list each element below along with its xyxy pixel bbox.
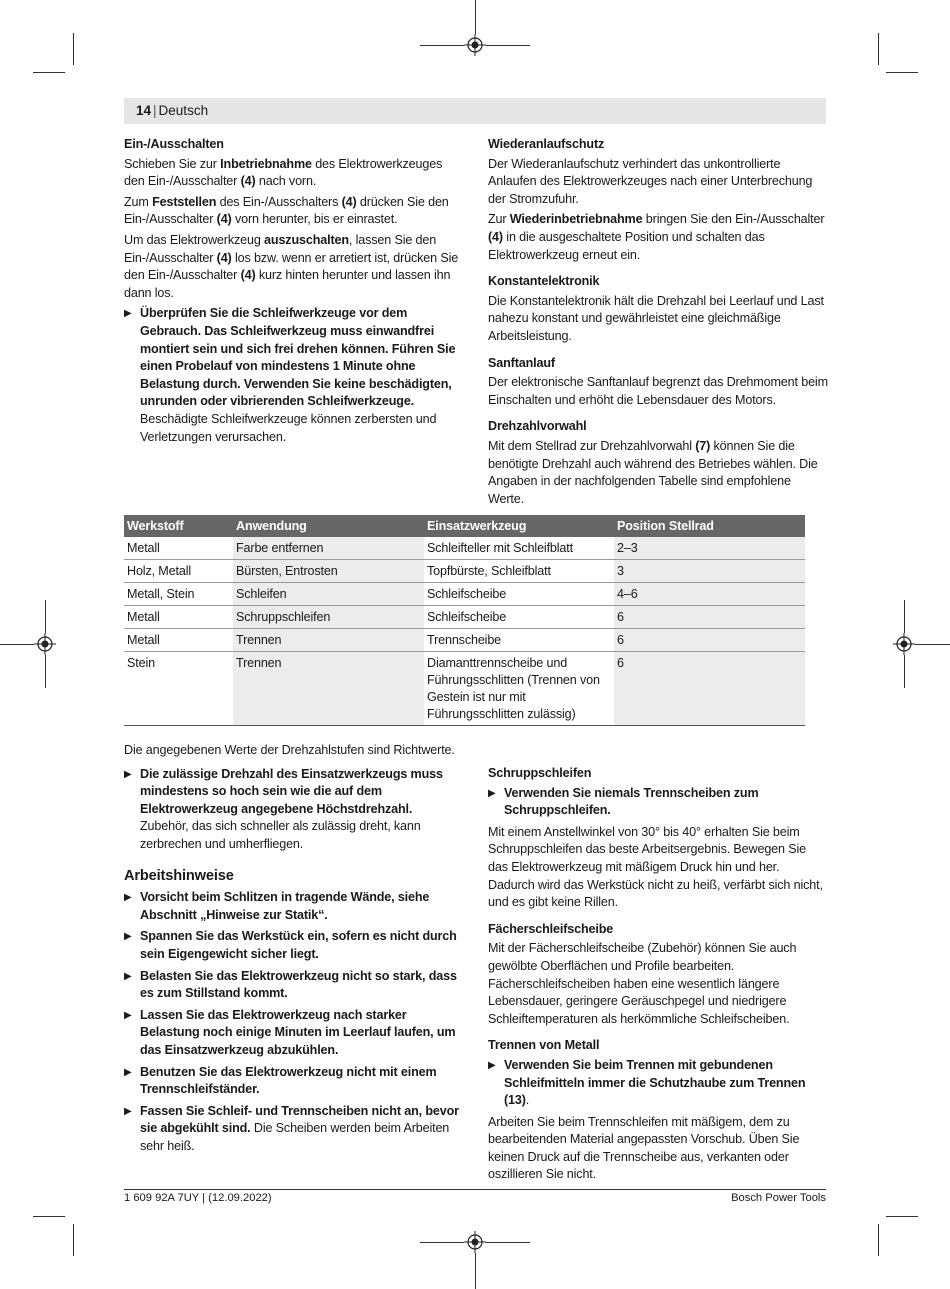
table-cell: Diamanttrennscheibe und Führungsschlitten (Trennen von Gestein ist nur mit Führungsschlitten zulässig) (424, 652, 614, 726)
table-cell: 3 (614, 560, 805, 583)
warning-text (504, 1058, 805, 1107)
table-cell: Schleifteller mit Schleifblatt (424, 537, 614, 560)
column-header: Position Stellrad (614, 515, 805, 537)
text-run: in die ausgeschaltete Position und schalten das Elektrowerkzeug erneut ein. (488, 229, 765, 262)
crop-mark (475, 0, 476, 34)
bullet-arrow-icon: ▶ (488, 787, 496, 799)
table-header-row (124, 515, 805, 537)
text-run: drücken Sie den Ein-/Ausschalter (124, 194, 449, 227)
table-cell: 4–6 (614, 583, 805, 606)
list-item-text (140, 1065, 437, 1097)
bold-text: Überprüfen Sie die Schleifwerkzeuge vor dem Gebrauch. Das Schleifwerkzeug muss einwandfrei montiert sein und sich frei drehen können. Führen Sie einen Probelauf von mindestens 1 Minute ohne Belastung durch. Verwenden Sie keine beschädigten, unrunden oder vibrierenden Schleifwerkzeuge. (140, 306, 456, 409)
bold-text: (4) (216, 212, 232, 227)
paragraph (488, 156, 828, 209)
table-cell: 6 (614, 629, 805, 652)
list-item (124, 968, 464, 1003)
paragraph (124, 194, 464, 229)
text-run: vorn herunter, bis er einrastet. (231, 212, 398, 227)
footer-divider (124, 1189, 826, 1190)
work-instructions-list (124, 889, 464, 1155)
paragraph (488, 211, 828, 264)
column-header: Werkstoff (124, 515, 233, 537)
registration-mark-icon (34, 633, 56, 655)
text-run: . (525, 1093, 530, 1108)
heading-constant-electronics: Konstantelektronik (488, 274, 600, 289)
crop-mark (878, 1224, 879, 1256)
warning-item (124, 766, 464, 854)
table-cell: Farbe entfernen (233, 537, 424, 560)
crop-mark (886, 1216, 918, 1217)
heading-soft-start: Sanftanlauf (488, 355, 555, 370)
bold-text: Feststellen (152, 194, 217, 209)
heading-rough-grinding: Schruppschleifen (488, 766, 592, 780)
paragraph (124, 742, 464, 760)
column-header: Anwendung (233, 515, 424, 537)
text-run: des Elektrowerkzeuges den Ein-/Ausschalter (124, 156, 443, 189)
page-number: 14 (136, 103, 152, 118)
text-run: kurz hinten herunter und lassen ihn dann los. (124, 268, 451, 300)
text-run: Die Konstantelektronik hält die Drehzahl bei Leerlauf und Last nahezu konstant und gewährleistet eine gleichmäßige Arbeitsleistung. (488, 293, 824, 343)
bold-text: Wiederinbetriebnahme (509, 212, 643, 227)
warning-item (488, 1057, 828, 1110)
crop-mark (486, 1242, 530, 1243)
right-column-bottom (488, 765, 828, 1187)
bold-text: Vorsicht beim Schlitzen in tragende Wände, siehe Abschnitt „Hinweise zur Statik“. (140, 890, 430, 922)
paragraph (488, 940, 828, 1028)
paragraph (124, 232, 464, 302)
bold-text: Benutzen Sie das Elektrowerkzeug nicht mit einem Trennschleifständer. (140, 1064, 437, 1097)
footer-brand: Bosch Power Tools (731, 1192, 826, 1204)
list-item-text (140, 1008, 455, 1057)
registration-mark-icon (464, 1231, 486, 1253)
table-cell: 6 (614, 606, 805, 629)
crop-mark (45, 600, 46, 633)
heading-work-instructions: Arbeitshinweise (124, 867, 234, 884)
crop-mark (33, 72, 65, 73)
list-item (124, 1007, 464, 1060)
table-cell: Holz, Metall (124, 560, 233, 583)
bold-text: Lassen Sie das Elektrowerkzeug nach starker Belastung noch einige Minuten im Leerlauf laufen, um das Einsatzwerkzeug abzukühlen. (140, 1007, 456, 1057)
crop-mark (420, 45, 464, 46)
table-cell: Metall (124, 537, 233, 560)
warning-item (488, 785, 828, 820)
crop-mark (915, 644, 950, 645)
bold-text: Inbetriebnahme (220, 156, 312, 171)
list-item-text (140, 929, 457, 961)
warning-text (504, 786, 759, 818)
list-item (124, 1064, 464, 1099)
table-row (124, 629, 805, 652)
list-item-text (140, 890, 429, 922)
header-separator: | (153, 103, 157, 118)
text-run: Beschädigte Schleifwerkzeuge können zerbersten und Verletzungen verursachen. (140, 411, 437, 444)
heading-cutting-metal: Trennen von Metall (488, 1038, 600, 1053)
table-row (124, 560, 805, 583)
table-row (124, 652, 805, 726)
bullet-arrow-icon: ▶ (488, 1059, 496, 1071)
table-cell: Trennen (233, 629, 424, 652)
registration-mark-icon (893, 633, 915, 655)
bold-text: (4) (240, 174, 256, 189)
text-run: Arbeiten Sie beim Trennschleifen mit mäßigem, dem zu bearbeitenden Material angepassten Vorschub. Üben Sie keinen Druck auf die Trennscheibe aus, verkanten oder oszillieren Sie nicht. (488, 1114, 800, 1182)
bold-text: Fassen Sie Schleif- und Trennscheiben nicht an, bevor sie abgekühlt sind. (140, 1103, 459, 1136)
bold-text: (4) (216, 250, 232, 265)
left-column-top (124, 136, 464, 450)
crop-mark (420, 1242, 464, 1243)
bold-text: Die zulässige Drehzahl des Einsatzwerkzeugs muss mindestens so hoch sein wie die auf dem Elektrowerkzeug angegebene Höchstdrehzahl. (140, 766, 443, 816)
page-header (124, 98, 826, 124)
text-run: Der Wiederanlaufschutz verhindert das unkontrollierte Anlaufen des Elektrowerkzeuges nach einer Unterbrechung der Stromzufuhr. (488, 156, 813, 206)
crop-mark (878, 33, 879, 65)
table-cell: 6 (614, 652, 805, 726)
crop-mark (33, 1216, 65, 1217)
right-column-top (488, 136, 828, 511)
bold-text: Verwenden Sie niemals Trennscheiben zum Schruppschleifen. (504, 785, 759, 818)
list-item-text (140, 969, 457, 1001)
text-run: Zur (488, 212, 510, 227)
crop-mark (486, 45, 530, 46)
bold-text: Spannen Sie das Werkstück ein, sofern es nicht durch sein Eigengewicht sicher liegt. (140, 929, 457, 961)
bold-text: (4) (240, 268, 256, 283)
paragraph (488, 293, 828, 346)
bullet-arrow-icon: ▶ (124, 1009, 132, 1021)
table-cell: 2–3 (614, 537, 805, 560)
table-row (124, 606, 805, 629)
list-item (124, 889, 464, 924)
text-run: Der elektronische Sanftanlauf begrenzt das Drehmoment beim Einschalten und erhöht die Lebensdauer des Motors. (488, 375, 828, 407)
list-item-text (140, 1104, 459, 1153)
text-run: Um das Elektrowerkzeug (124, 232, 265, 247)
warning-item (124, 305, 464, 446)
bold-text: (4) (341, 194, 357, 209)
text-run: des Ein-/Ausschalters (216, 194, 342, 209)
text-run: Mit dem Stellrad zur Drehzahlvorwahl (488, 438, 696, 453)
crop-mark (0, 644, 34, 645)
footer-document-id: 1 609 92A 7UY | (12.09.2022) (124, 1192, 272, 1204)
text-run: Die Scheiben werden beim Arbeiten sehr heiß. (140, 1121, 450, 1153)
text-run: Zum (124, 194, 153, 209)
list-item (124, 1103, 464, 1156)
bullet-arrow-icon: ▶ (124, 308, 132, 320)
table-cell: Metall (124, 629, 233, 652)
paragraph (488, 438, 828, 508)
paragraph (488, 374, 828, 409)
bold-text: Belasten Sie das Elektrowerkzeug nicht so stark, dass es zum Stillstand kommt. (140, 968, 457, 1001)
bullet-arrow-icon: ▶ (124, 768, 132, 780)
speed-table (124, 515, 805, 726)
bullet-arrow-icon: ▶ (124, 1066, 132, 1078)
left-column-bottom (124, 742, 464, 1159)
heading-flap-disc: Fächerschleifscheibe (488, 921, 614, 936)
bold-text: (7) (695, 438, 711, 453)
table-cell: Metall, Stein (124, 583, 233, 606)
bullet-arrow-icon: ▶ (124, 1105, 132, 1117)
column-header: Einsatzwerkzeug (424, 515, 614, 537)
text-run: Mit einem Anstellwinkel von 30° bis 40° erhalten Sie beim Schruppschleifen das beste Arbeitsergebnis. Bewegen Sie das Elektrowerkzeug mit mäßigem Druck hin und her. Dadurch wird das Werkstück nicht zu heiß, verfärbt sich nicht, und es gibt keine Rillen. (488, 824, 823, 910)
bullet-arrow-icon: ▶ (124, 892, 132, 904)
table-cell: Trennscheibe (424, 629, 614, 652)
table-cell: Schleifscheibe (424, 606, 614, 629)
crop-mark (45, 655, 46, 688)
text-run: Zubehör, das sich schneller als zulässig dreht, kann zerbrechen und umherfliegen. (140, 819, 421, 851)
text-run: , lassen Sie den Ein-/Ausschalter (124, 232, 437, 265)
table-cell: Schruppschleifen (233, 606, 424, 629)
table-cell: Stein (124, 652, 233, 726)
crop-mark (73, 33, 74, 65)
heading-on-off: Ein-/Ausschalten (124, 137, 224, 151)
text-run: Die angegebenen Werte der Drehzahlstufen sind Richtwerte. (124, 743, 455, 757)
header-language: Deutsch (158, 103, 209, 118)
registration-mark-icon (464, 34, 486, 56)
list-item (124, 928, 464, 963)
paragraph (488, 824, 828, 912)
heading-speed-preselection: Drehzahlvorwahl (488, 419, 587, 434)
paragraph (124, 156, 464, 191)
text-run: nach vorn. (255, 174, 317, 189)
crop-mark (904, 600, 905, 633)
heading-restart-protection: Wiederanlaufschutz (488, 137, 605, 151)
table-row (124, 583, 805, 606)
text-run: los bzw. wenn er arretiert ist, drücken Sie den Ein-/Ausschalter (124, 250, 459, 283)
text-run: Mit der Fächerschleifscheibe (Zubehör) können Sie auch gewölbte Oberflächen und Profile bearbeiten. Fächerschleifscheiben haben eine wesentlich längere Lebensdauer, geringere Geräuschpegel und niedrigere Schleiftemperaturen als herkömmliche Schleifscheiben. (488, 941, 797, 1026)
bold-text: Verwenden Sie beim Trennen mit gebundenen Schleifmitteln immer die Schutzhaube zum Trennen (13) (504, 1057, 806, 1108)
paragraph (488, 1114, 828, 1184)
table-cell: Trennen (233, 652, 424, 726)
bold-text: auszuschalten (264, 232, 349, 247)
text-run: Schieben Sie zur (124, 156, 221, 171)
crop-mark (886, 72, 918, 73)
warning-text (140, 306, 455, 443)
crop-mark (73, 1224, 74, 1256)
table-cell: Schleifen (233, 583, 424, 606)
text-run: bringen Sie den Ein-/Ausschalter (642, 212, 825, 227)
crop-mark (904, 655, 905, 688)
text-run: können Sie die benötigte Drehzahl auch während des Betriebes wählen. Die Angaben in der nachfolgenden Tabelle sind empfohlene Werte. (488, 438, 818, 506)
table-row (124, 537, 805, 560)
warning-text (140, 767, 443, 851)
table-cell: Metall (124, 606, 233, 629)
crop-mark (475, 1253, 476, 1289)
table-cell: Topfbürste, Schleifblatt (424, 560, 614, 583)
bullet-arrow-icon: ▶ (124, 931, 132, 943)
table-cell: Bürsten, Entrosten (233, 560, 424, 583)
table-cell: Schleifscheibe (424, 583, 614, 606)
bullet-arrow-icon: ▶ (124, 970, 132, 982)
bold-text: (4) (488, 229, 503, 244)
